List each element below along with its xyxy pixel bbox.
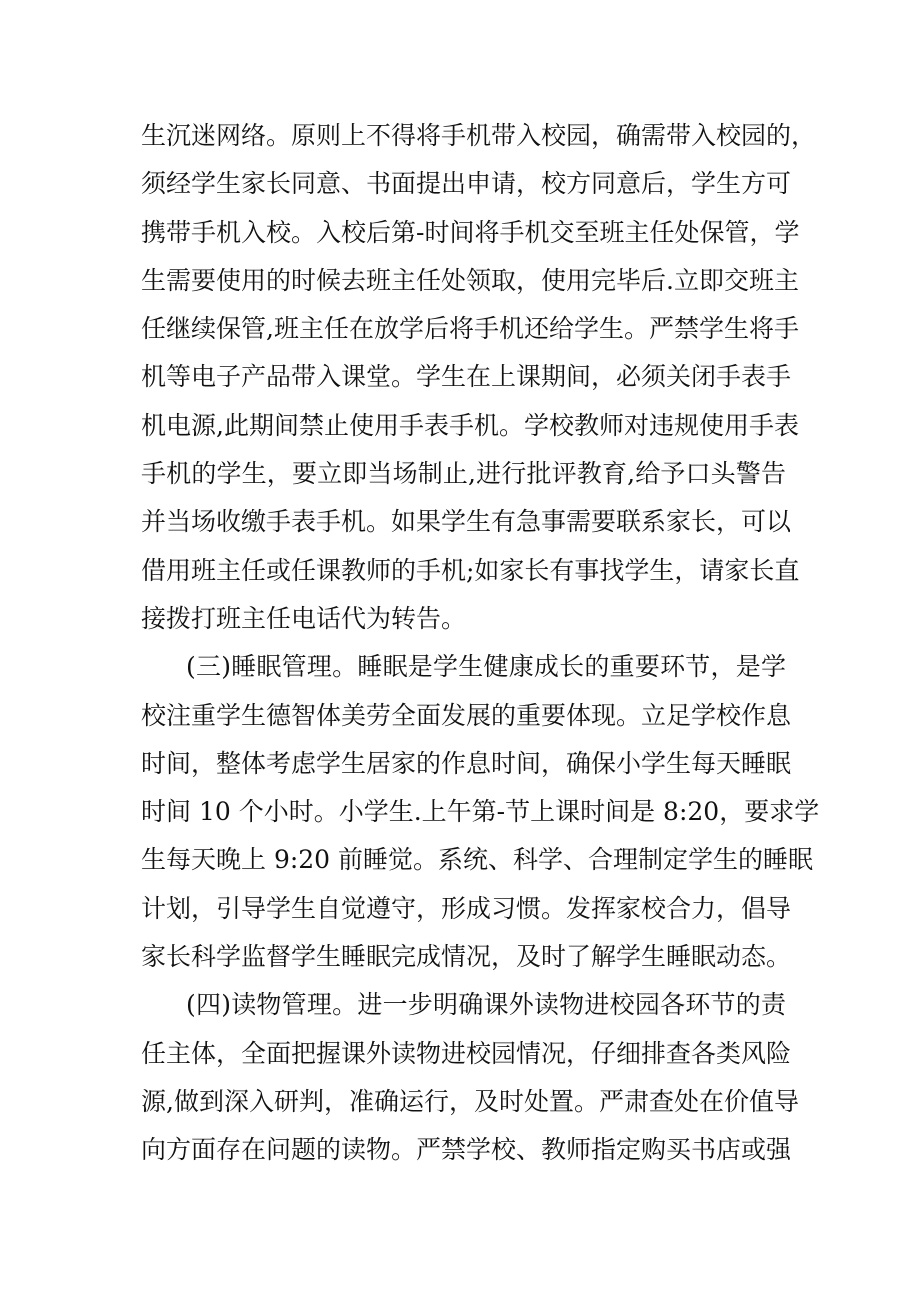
text-line: 向方面存在问题的读物。严禁学校、教师指定购买书店或强 — [141, 1135, 792, 1165]
text-line: 计划，引导学生自觉遵守，形成习惯。发挥家校合力，倡导 — [141, 893, 792, 923]
text-line: 任继续保管,班主任在放学后将手机还给学生。严禁学生将手 — [141, 314, 799, 344]
text-line: 携带手机入校。入校后第-时间将手机交至班主任处保管，学 — [141, 217, 800, 247]
text-line: 接拨打班主任电话代为转告。 — [141, 603, 467, 633]
text-line: 机等电子产品带入课堂。学生在上课期间，必须关闭手表手 — [141, 362, 792, 392]
text-line: 时间 10 个小时。小学生.上午第-节上课时间是 8:20，要求学 — [141, 797, 820, 827]
body-text — [141, 112, 820, 1175]
text-line: 生沉迷网络。原则上不得将手机带入校园，确需带入校园的， — [141, 121, 817, 150]
text-line: 并当场收缴手表手机。如果学生有急事需要联系家长，可以 — [141, 507, 792, 537]
text-line: 借用班主任或任课教师的手机;如家长有事找学生，请家长直 — [141, 555, 800, 585]
text-line: 须经学生家长同意、书面提出申请，校方同意后，学生方可 — [141, 169, 792, 199]
text-line: 源,做到深入研判，准确运行，及时处置。严肃查处在价值导 — [141, 1086, 799, 1116]
section-heading-reading: (四)读物管理。进一步明确课外读物进校园各环节的责 — [186, 990, 786, 1020]
text-line: 生需要使用的时候去班主任处领取，使用完毕后.立即交班主 — [141, 265, 799, 295]
text-line: 机电源,此期间禁止使用手表手机。学校教师对违规使用手表 — [141, 410, 799, 440]
text-line: 生每天晚上 9:20 前睡觉。系统、科学、合理制定学生的睡眠 — [141, 845, 814, 875]
text-line: 时间，整体考虑学生居家的作息时间，确保小学生每天睡眠 — [141, 748, 792, 778]
text-line: 任主体，全面把握课外读物进校园情况，仔细排查各类风险 — [141, 1038, 792, 1068]
section-heading-sleep: (三)睡眠管理。睡眠是学生健康成长的重要环节，是学 — [186, 652, 786, 682]
text-line: 校注重学生德智体美劳全面发展的重要体现。立足学校作息 — [141, 700, 792, 730]
text-line: 家长科学监督学生睡眠完成情况，及时了解学生睡眠动态。 — [141, 942, 792, 972]
text-line: 手机的学生，要立即当场制止,进行批评教育,给予口头警告 — [141, 459, 786, 489]
